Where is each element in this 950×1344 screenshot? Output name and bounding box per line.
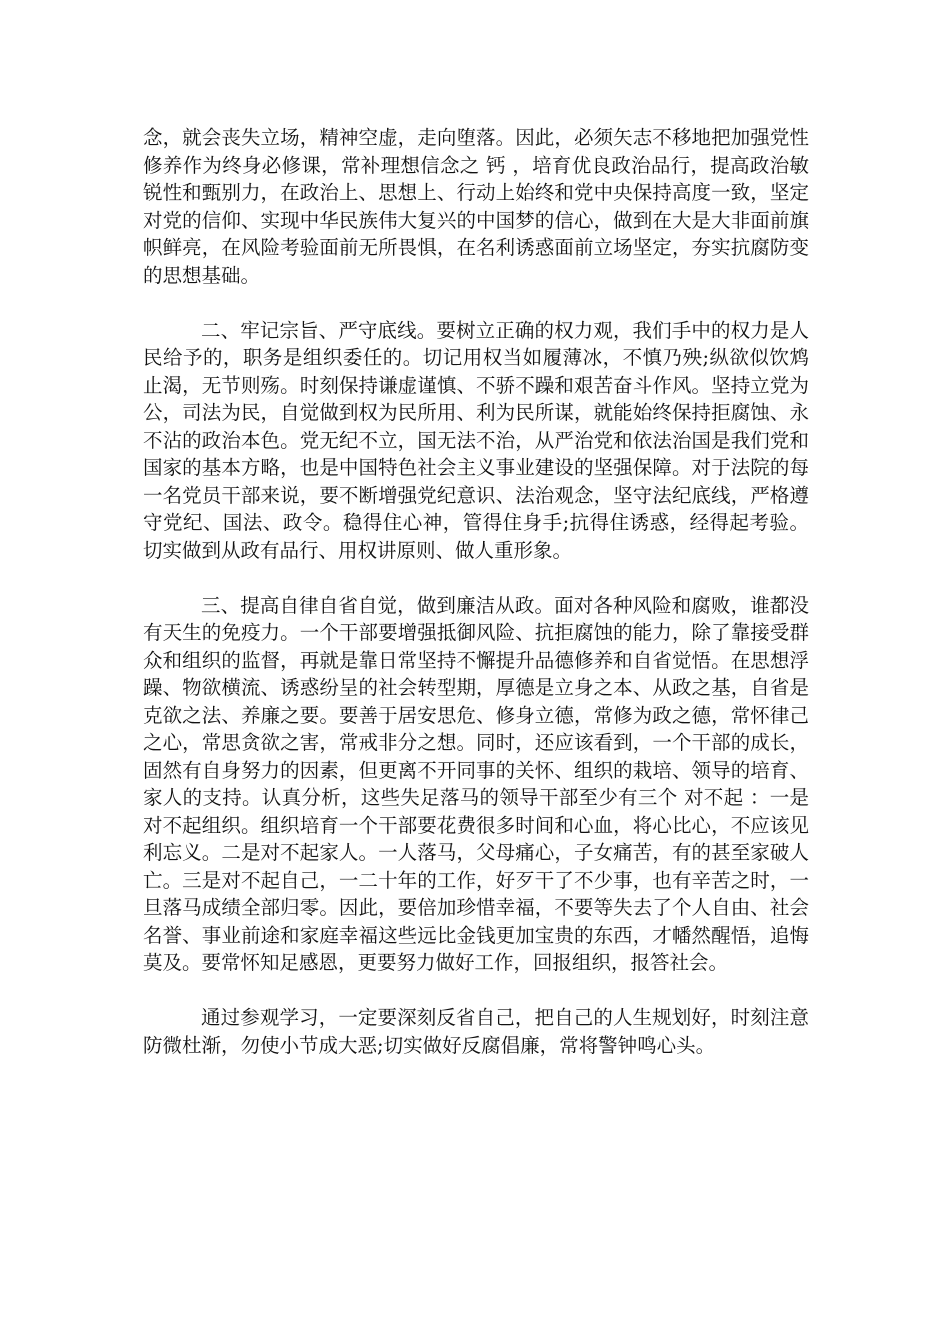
paragraph-section-three: 三、提高自律自省自觉，做到廉洁从政。面对各种风险和腐败，谁都没有天生的免疫力。一个干部要增强抵御风险、抗拒腐蚀的能力，除了靠接受群众和组织的监督，再就是靠日常坚持不懈提升品德修养和自省觉悟。在思想浮躁、物欲横流、诱惑纷呈的社会转型期，厚德是立身之本、从政之基，自省是克欲之法、养廉之要。要善于居安思危、修身立德，常修为政之德，常怀律己之心，常思贪欲之害，常戒非分之想。同时，还应该看到，一个干部的成长，固然有自身努力的因素，但更离不开同事的关怀、组织的栽培、领导的培育、家人的支持。认真分析，这些失足落马的领导干部至少有三个 对不起 ：一是对不起组织。组织培育一个干部要花费很多时间和心血，将心比心，不应该见利忘义。二是对不起家人。一人落马，父母痛心，子女痛苦，有的甚至家破人亡。三是对不起自己，一二十年的工作，好歹干了不少事，也有辛苦之时，一旦落马成绩全部归零。因此，要倍加珍惜幸福，不要等失去了个人自由、社会名誉、事业前途和家庭幸福这些远比金钱更加宝贵的东西，才幡然醒悟，追悔莫及。要常怀知足感恩，更要努力做好工作，回报组织，报答社会。 [143, 593, 809, 974]
paragraph-continuation: 念，就会丧失立场，精神空虚，走向堕落。因此，必须矢志不移地把加强党性修养作为终身必修课，常补理想信念之 钙 ，培育优良政治品行，提高政治敏锐性和甄别力，在政治上、思想上、行动上始终和党中央保持高度一致，坚定对党的信仰、实现中华民族伟大复兴的中国梦的信心，做到在大是大非面前旗帜鲜亮，在风险考验面前无所畏惧，在名利诱惑面前立场坚定，夯实抗腐防变的思想基础。 [143, 126, 809, 287]
paragraph-conclusion: 通过参观学习，一定要深刻反省自己，把自己的人生规划好，时刻注意防微杜渐，勿使小节成大恶;切实做好反腐倡廉，常将警钟鸣心头。 [143, 1006, 809, 1057]
paragraph-section-two: 二、牢记宗旨、严守底线。要树立正确的权力观，我们手中的权力是人民给予的，职务是组织委任的。切记用权当如履薄冰，不慎乃殃;纵欲似饮鸩止渴，无节则殇。时刻保持谦虚谨慎、不骄不躁和艰苦奋斗作风。坚持立党为公，司法为民，自觉做到权为民所用、利为民所谋，就能始终保持拒腐蚀、永不沾的政治本色。党无纪不立，国无法不治，从严治党和依法治国是我们党和国家的基本方略，也是中国特色社会主义事业建设的坚强保障。对于法院的每一名党员干部来说，要不断增强党纪意识、法治观念，坚守法纪底线，严格遵守党纪、国法、政令。稳得住心神，管得住身手;抗得住诱惑，经得起考验。切实做到从政有品行、用权讲原则、做人重形象。 [143, 318, 809, 562]
document-body [143, 124, 809, 1059]
